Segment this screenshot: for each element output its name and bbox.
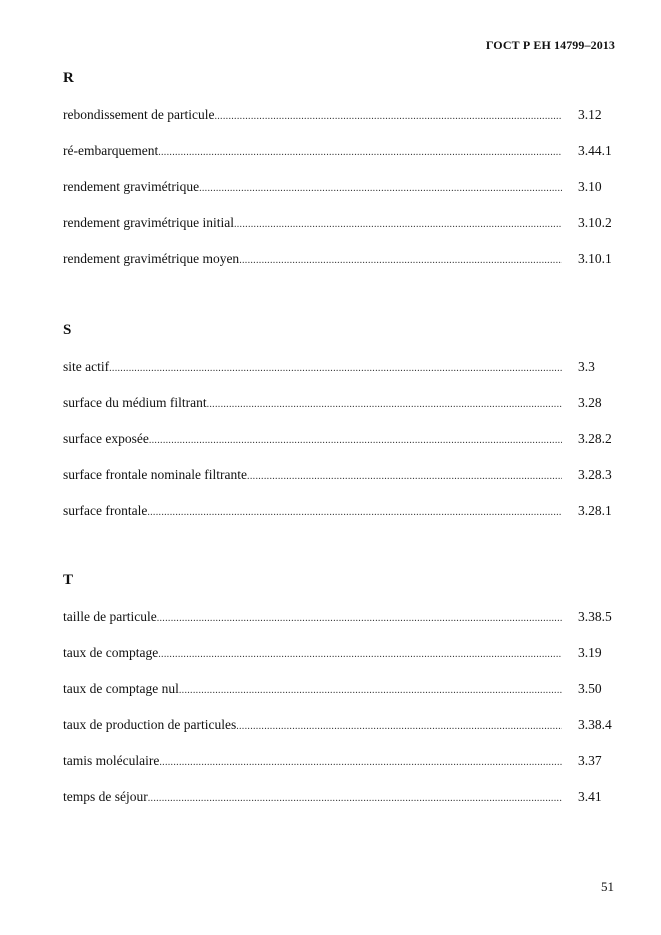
index-entry	[63, 787, 616, 807]
index-entry	[63, 679, 616, 699]
index-term: surface du médium filtrant	[63, 395, 207, 410]
index-term: ré-embarquement	[63, 143, 159, 158]
index-term: rendement gravimétrique	[63, 179, 200, 194]
section-letter-t: T	[63, 572, 74, 588]
reference-number: 3.28.2	[578, 431, 612, 446]
reference-number: 3.38.4	[578, 717, 612, 732]
reference-number: 3.38.5	[578, 609, 612, 624]
index-term: site actif	[63, 359, 110, 374]
dot-leader	[158, 143, 562, 163]
index-entry	[63, 501, 616, 521]
dot-leader	[157, 609, 562, 629]
reference-number: 3.44.1	[578, 143, 612, 158]
index-section-t	[63, 570, 616, 823]
index-entry	[63, 465, 616, 485]
index-section-r	[63, 68, 616, 285]
index-term: taux de comptage nul	[63, 681, 179, 696]
index-entry	[63, 393, 616, 413]
section-letter-r: R	[63, 70, 74, 86]
index-entry	[63, 105, 616, 125]
index-term: temps de séjour	[63, 789, 148, 804]
reference-number: 3.41	[578, 789, 602, 804]
dot-leader	[199, 179, 562, 199]
reference-number: 3.10	[578, 179, 602, 194]
reference-number: 3.10.2	[578, 215, 612, 230]
index-term: taille de particule	[63, 609, 157, 624]
dot-leader	[148, 789, 562, 809]
index-term: surface exposée	[63, 431, 149, 446]
reference-number: 3.10.1	[578, 251, 612, 266]
reference-number: 3.50	[578, 681, 602, 696]
dot-leader	[149, 431, 562, 451]
index-entry	[63, 751, 616, 771]
index-term: surface frontale nominale filtrante	[63, 467, 248, 482]
index-entry	[63, 357, 616, 377]
dot-leader	[247, 467, 562, 487]
dot-leader	[236, 717, 562, 737]
index-entry	[63, 607, 616, 627]
document-standard-header: ГОСТ Р ЕН 14799–2013	[485, 38, 615, 52]
index-entry	[63, 249, 616, 269]
reference-number: 3.28.1	[578, 503, 612, 518]
reference-number: 3.12	[578, 107, 602, 122]
dot-leader	[109, 359, 562, 379]
index-term: rendement gravimétrique moyen	[63, 251, 240, 266]
dot-leader	[147, 503, 562, 523]
dot-leader	[158, 645, 562, 665]
index-term: rebondissement de particule	[63, 107, 215, 122]
reference-number: 3.28.3	[578, 467, 612, 482]
index-section-s	[63, 320, 616, 537]
dot-leader	[234, 215, 562, 235]
index-entry	[63, 141, 616, 161]
dot-leader	[207, 395, 562, 415]
index-term: taux de production de particules	[63, 717, 237, 732]
index-term: rendement gravimétrique initial	[63, 215, 234, 230]
reference-number: 3.3	[578, 359, 595, 374]
index-term: taux de comptage	[63, 645, 159, 660]
index-entry	[63, 213, 616, 233]
dot-leader	[214, 107, 562, 127]
index-term: surface frontale	[63, 503, 148, 518]
dot-leader	[179, 681, 562, 701]
section-letter-s: S	[63, 322, 72, 338]
index-entry	[63, 643, 616, 663]
reference-number: 3.28	[578, 395, 602, 410]
dot-leader	[159, 753, 562, 773]
index-term: tamis moléculaire	[63, 753, 160, 768]
reference-number: 3.19	[578, 645, 602, 660]
index-entry	[63, 429, 616, 449]
page-number: 51	[601, 879, 614, 894]
dot-leader	[239, 251, 562, 271]
reference-number: 3.37	[578, 753, 602, 768]
index-entry	[63, 715, 616, 735]
index-entry	[63, 177, 616, 197]
